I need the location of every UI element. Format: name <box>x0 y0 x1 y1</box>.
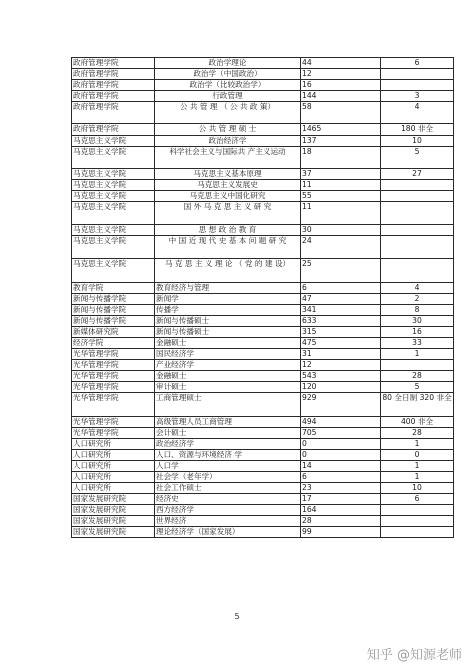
table-row <box>72 349 454 360</box>
note-cell <box>381 360 454 371</box>
table-row <box>72 494 454 505</box>
count-cell: 475 <box>301 338 381 349</box>
table-row <box>72 147 454 169</box>
note-cell: 180 非全 <box>381 124 454 136</box>
school-cell: 光华管理学院 <box>72 360 155 371</box>
count-cell: 341 <box>301 305 381 316</box>
count-cell: 315 <box>301 327 381 338</box>
school-cell: 国家发展研究院 <box>72 494 155 505</box>
note-cell: 1 <box>381 349 454 360</box>
enrollment-table <box>71 57 454 538</box>
major-cell: 新闻与传播硕士 <box>155 316 301 327</box>
table-body <box>72 58 454 538</box>
table-row <box>72 439 454 450</box>
major-cell: 人口、资源与环境经济 学 <box>155 450 301 461</box>
major-cell: 人口学 <box>155 461 301 472</box>
note-cell: 5 <box>381 382 454 393</box>
note-cell: 28 <box>381 371 454 382</box>
note-cell: 1 <box>381 439 454 450</box>
table-row <box>72 259 454 283</box>
major-cell: 西方经济学 <box>155 505 301 516</box>
count-cell: 1465 <box>301 124 381 136</box>
school-cell: 国家发展研究院 <box>72 505 155 516</box>
school-cell: 光华管理学院 <box>72 371 155 382</box>
note-cell <box>381 259 454 283</box>
note-cell: 1 <box>381 461 454 472</box>
note-cell <box>381 527 454 538</box>
note-cell: 3 <box>381 91 454 102</box>
school-cell: 政府管理学院 <box>72 91 155 102</box>
table-row <box>72 294 454 305</box>
major-cell: 社会工作硕士 <box>155 483 301 494</box>
count-cell: 12 <box>301 360 381 371</box>
count-cell: 6 <box>301 283 381 294</box>
major-cell: 会计硕士 <box>155 428 301 439</box>
school-cell: 人口研究所 <box>72 472 155 483</box>
table-row <box>72 461 454 472</box>
note-cell <box>381 225 454 236</box>
count-cell: 31 <box>301 349 381 360</box>
major-cell: 政治经济学 <box>155 439 301 450</box>
school-cell: 马克思主义学院 <box>72 191 155 202</box>
major-cell: 新闻与传播硕士 <box>155 327 301 338</box>
count-cell: 705 <box>301 428 381 439</box>
major-cell: 公 共 管 理 （ 公 共 政 策） <box>155 102 301 124</box>
table-row <box>72 316 454 327</box>
count-cell: 6 <box>301 472 381 483</box>
table-row <box>72 58 454 69</box>
table-row <box>72 80 454 91</box>
note-cell <box>381 191 454 202</box>
count-cell: 14 <box>301 461 381 472</box>
table-row <box>72 180 454 191</box>
major-cell: 经济史 <box>155 494 301 505</box>
school-cell: 新闻与传播学院 <box>72 305 155 316</box>
count-cell: 0 <box>301 450 381 461</box>
count-cell: 99 <box>301 527 381 538</box>
school-cell: 光华管理学院 <box>72 349 155 360</box>
count-cell: 44 <box>301 58 381 69</box>
school-cell: 经济学院 <box>72 338 155 349</box>
school-cell: 政府管理学院 <box>72 69 155 80</box>
watermark: 知乎 @知源老师 <box>366 648 462 663</box>
note-cell <box>381 80 454 91</box>
count-cell: 144 <box>301 91 381 102</box>
school-cell: 新媒体研究院 <box>72 327 155 338</box>
note-cell: 0 <box>381 450 454 461</box>
count-cell: 16 <box>301 80 381 91</box>
major-cell: 中 国 近 现 代 史 基 本 问 题 研 究 <box>155 236 301 259</box>
table-row <box>72 472 454 483</box>
table-row <box>72 527 454 538</box>
school-cell: 人口研究所 <box>72 461 155 472</box>
school-cell: 光华管理学院 <box>72 428 155 439</box>
table-row <box>72 483 454 494</box>
table-row <box>72 91 454 102</box>
school-cell: 马克思主义学院 <box>72 180 155 191</box>
major-cell: 理论经济学（国家发展） <box>155 527 301 538</box>
table-row <box>72 136 454 147</box>
table-row <box>72 382 454 393</box>
major-cell: 金融硕士 <box>155 338 301 349</box>
table-row <box>72 69 454 80</box>
table-row <box>72 393 454 417</box>
note-cell: 33 <box>381 338 454 349</box>
school-cell: 马克思主义学院 <box>72 259 155 283</box>
school-cell: 政府管理学院 <box>72 102 155 124</box>
table-row <box>72 102 454 124</box>
school-cell: 国家发展研究院 <box>72 527 155 538</box>
major-cell: 教育经济与管理 <box>155 283 301 294</box>
school-cell: 马克思主义学院 <box>72 147 155 169</box>
count-cell: 494 <box>301 417 381 428</box>
count-cell: 11 <box>301 202 381 225</box>
count-cell: 37 <box>301 169 381 180</box>
count-cell: 543 <box>301 371 381 382</box>
page-number: 5 <box>234 612 240 621</box>
major-cell: 政治学（中国政治） <box>155 69 301 80</box>
table-row <box>72 338 454 349</box>
table-row <box>72 169 454 180</box>
school-cell: 国家发展研究院 <box>72 516 155 527</box>
count-cell: 929 <box>301 393 381 417</box>
note-cell <box>381 236 454 259</box>
school-cell: 光华管理学院 <box>72 393 155 417</box>
school-cell: 马克思主义学院 <box>72 202 155 225</box>
major-cell: 新闻学 <box>155 294 301 305</box>
count-cell: 24 <box>301 236 381 259</box>
table-row <box>72 516 454 527</box>
note-cell: 400 非全 <box>381 417 454 428</box>
count-cell: 18 <box>301 147 381 169</box>
note-cell: 30 <box>381 316 454 327</box>
count-cell: 120 <box>301 382 381 393</box>
table-row <box>72 450 454 461</box>
count-cell: 12 <box>301 69 381 80</box>
note-cell: 80 全日制 320 非全 <box>381 393 454 417</box>
table-row <box>72 505 454 516</box>
major-cell: 政治学（比较政治学） <box>155 80 301 91</box>
note-cell: 6 <box>381 494 454 505</box>
note-cell: 2 <box>381 294 454 305</box>
count-cell: 30 <box>301 225 381 236</box>
note-cell <box>381 505 454 516</box>
count-cell: 17 <box>301 494 381 505</box>
table-row <box>72 371 454 382</box>
count-cell: 55 <box>301 191 381 202</box>
school-cell: 政府管理学院 <box>72 124 155 136</box>
table-row <box>72 236 454 259</box>
note-cell: 6 <box>381 58 454 69</box>
count-cell: 164 <box>301 505 381 516</box>
note-cell <box>381 516 454 527</box>
major-cell: 国 外 马 克 思 主 义 研 究 <box>155 202 301 225</box>
table-row <box>72 305 454 316</box>
note-cell: 8 <box>381 305 454 316</box>
school-cell: 光华管理学院 <box>72 382 155 393</box>
count-cell: 28 <box>301 516 381 527</box>
school-cell: 教育学院 <box>72 283 155 294</box>
major-cell: 政治经济学 <box>155 136 301 147</box>
school-cell: 新闻与传播学院 <box>72 316 155 327</box>
major-cell: 科学社会主义与国际共 产主义运动 <box>155 147 301 169</box>
count-cell: 633 <box>301 316 381 327</box>
note-cell: 4 <box>381 102 454 124</box>
note-cell <box>381 202 454 225</box>
major-cell: 金融硕士 <box>155 371 301 382</box>
major-cell: 马克思主义基本原理 <box>155 169 301 180</box>
note-cell: 27 <box>381 169 454 180</box>
count-cell: 0 <box>301 439 381 450</box>
school-cell: 人口研究所 <box>72 483 155 494</box>
table-row <box>72 124 454 136</box>
major-cell: 马克思主义发展史 <box>155 180 301 191</box>
note-cell <box>381 69 454 80</box>
major-cell: 政治学理论 <box>155 58 301 69</box>
major-cell: 公 共 管 理 硕 士 <box>155 124 301 136</box>
note-cell: 5 <box>381 147 454 169</box>
count-cell: 47 <box>301 294 381 305</box>
major-cell: 国民经济学 <box>155 349 301 360</box>
note-cell: 10 <box>381 136 454 147</box>
note-cell: 1 <box>381 472 454 483</box>
table-row <box>72 327 454 338</box>
major-cell: 社会学（老年学） <box>155 472 301 483</box>
table-row <box>72 202 454 225</box>
major-cell: 马 克 思 主 义 理 论 （ 党 的 建 设） <box>155 259 301 283</box>
note-cell: 4 <box>381 283 454 294</box>
table-row <box>72 360 454 371</box>
note-cell: 10 <box>381 483 454 494</box>
major-cell: 马克思主义中国化研究 <box>155 191 301 202</box>
note-cell <box>381 180 454 191</box>
count-cell: 25 <box>301 259 381 283</box>
school-cell: 光华管理学院 <box>72 417 155 428</box>
major-cell: 传播学 <box>155 305 301 316</box>
school-cell: 政府管理学院 <box>72 58 155 69</box>
major-cell: 审计硕士 <box>155 382 301 393</box>
major-cell: 工商管理硕士 <box>155 393 301 417</box>
table-row <box>72 283 454 294</box>
table-row <box>72 428 454 439</box>
count-cell: 137 <box>301 136 381 147</box>
school-cell: 马克思主义学院 <box>72 169 155 180</box>
table-row <box>72 191 454 202</box>
school-cell: 人口研究所 <box>72 450 155 461</box>
count-cell: 23 <box>301 483 381 494</box>
table-row <box>72 417 454 428</box>
major-cell: 世界经济 <box>155 516 301 527</box>
major-cell: 行政管理 <box>155 91 301 102</box>
table-row <box>72 225 454 236</box>
major-cell: 产业经济学 <box>155 360 301 371</box>
major-cell: 高级管理人员工商管理 <box>155 417 301 428</box>
major-cell: 思 想 政 治 教 育 <box>155 225 301 236</box>
school-cell: 马克思主义学院 <box>72 225 155 236</box>
note-cell: 28 <box>381 428 454 439</box>
school-cell: 新闻与传播学院 <box>72 294 155 305</box>
count-cell: 11 <box>301 180 381 191</box>
count-cell: 58 <box>301 102 381 124</box>
note-cell: 16 <box>381 327 454 338</box>
school-cell: 马克思主义学院 <box>72 236 155 259</box>
school-cell: 政府管理学院 <box>72 80 155 91</box>
school-cell: 人口研究所 <box>72 439 155 450</box>
school-cell: 马克思主义学院 <box>72 136 155 147</box>
